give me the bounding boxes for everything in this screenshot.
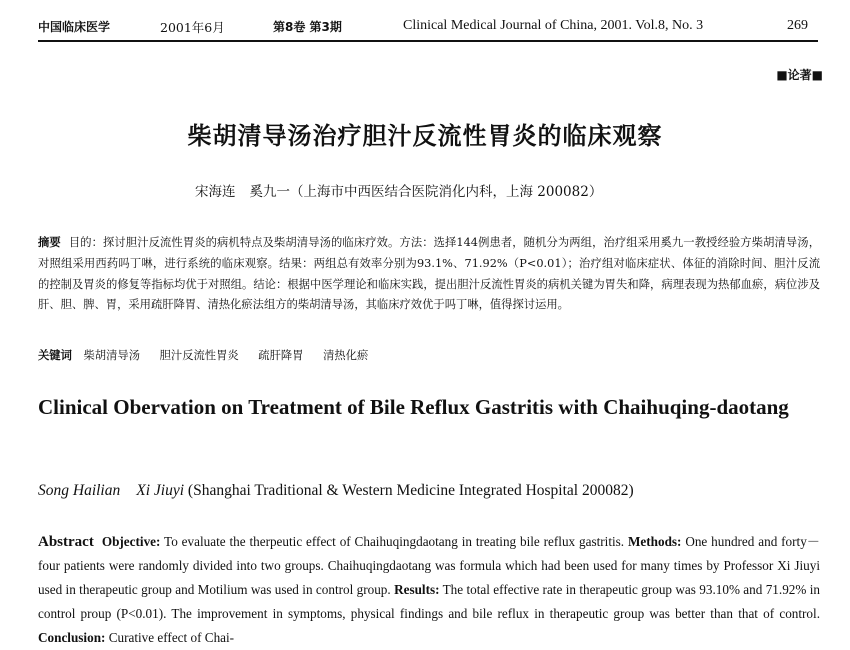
results-text: The total effective rate in therapeutic group was 93.10% and 71.92% in control proup (P<0.01). The improvement in symptoms, physical findings and bile reflux in therapeutic group was better than that of control. bbox=[38, 582, 820, 621]
keywords-zh bbox=[38, 347, 820, 363]
page-number: 269 bbox=[787, 18, 808, 33]
article-title-en: Clinical Obervation on Treatment of Bile Reflux Gastritis with Chaihuqing-daotang bbox=[38, 395, 789, 419]
affiliation-zh: （上海市中西医结合医院消化内科，上海 200082） bbox=[290, 184, 603, 200]
keyword: 清热化瘀 bbox=[323, 349, 369, 362]
volume-issue-zh: 第8卷 第3期 bbox=[273, 20, 342, 34]
abstract-label-en: Abstract bbox=[38, 534, 94, 550]
methods-text: One hundred and forty－four patients were randomly divided into two groups. Chaihuqingdaotang was formula which had been used for many times by Professor Xi Jiuyi used in therapeutic group and Motilium was used in control group. bbox=[38, 534, 820, 597]
authors-zh bbox=[195, 180, 602, 200]
author-name: 奚九一 bbox=[249, 184, 290, 200]
abstract-en bbox=[38, 530, 820, 650]
affiliation-en: (Shanghai Traditional & Western Medicine Integrated Hospital 200082) bbox=[187, 482, 634, 499]
keyword: 胆汁反流性胃炎 bbox=[159, 349, 239, 362]
issue-date-zh: 2001年6月 bbox=[160, 20, 225, 35]
section-tag: ■论著■ bbox=[776, 68, 823, 82]
author-name: Xi Jiuyi bbox=[136, 482, 185, 499]
journal-name-zh: 中国临床医学 bbox=[38, 20, 111, 34]
header-rule bbox=[38, 40, 818, 42]
objective-text: To evaluate the therpeutic effect of Chaihuqingdaotang in treating bile reflux gastritis. bbox=[160, 534, 628, 549]
article-title-zh: 柴胡清导汤治疗胆汁反流性胃炎的临床观察 bbox=[187, 122, 663, 150]
abstract-label-zh: 摘要 bbox=[38, 236, 61, 249]
results-label: Results: bbox=[394, 582, 440, 597]
keywords-label-zh: 关键词 bbox=[38, 349, 72, 362]
conclusion-label: Conclusion: bbox=[38, 630, 106, 645]
conclusion-text: Curative effect of Chai- bbox=[105, 630, 235, 645]
author-name: Song Hailian bbox=[38, 482, 121, 499]
author-name: 宋海连 bbox=[195, 184, 236, 200]
abstract-text-zh: 目的：探讨胆汁反流性胃炎的病机特点及柴胡清导汤的临床疗效。方法：选择144例患者，随机分为两组，治疗组采用奚九一教授经验方柴胡清导汤，对照组采用西药吗丁啉，进行系统的临床观察。结果：两组总有效率分别为93.1%、71.92%（P<0.01）；治疗组对临床症状、体征的消除时间、胆汁反流的控制及胃炎的修复等指标均优于对照组。结论：根据中医学理论和临床实践，提出胆汁反流性胃炎的病机关键为胃失和降，病理表现为热郁血瘀，病位涉及肝、胆、脾、胃，采用疏肝降胃、清热化瘀法组方的柴胡清导汤，其临床疗效优于吗丁啉，值得探讨运用。 bbox=[38, 236, 820, 312]
journal-citation-en: Clinical Medical Journal of China, 2001. Vol.8, No. 3 bbox=[403, 18, 704, 33]
keyword: 柴胡清导汤 bbox=[83, 349, 140, 362]
keyword: 疏肝降胃 bbox=[258, 349, 304, 362]
objective-label: Objective: bbox=[101, 534, 161, 549]
methods-label: Methods: bbox=[627, 534, 682, 549]
abstract-zh bbox=[38, 233, 820, 316]
authors-en bbox=[38, 482, 634, 500]
running-header bbox=[38, 10, 818, 40]
